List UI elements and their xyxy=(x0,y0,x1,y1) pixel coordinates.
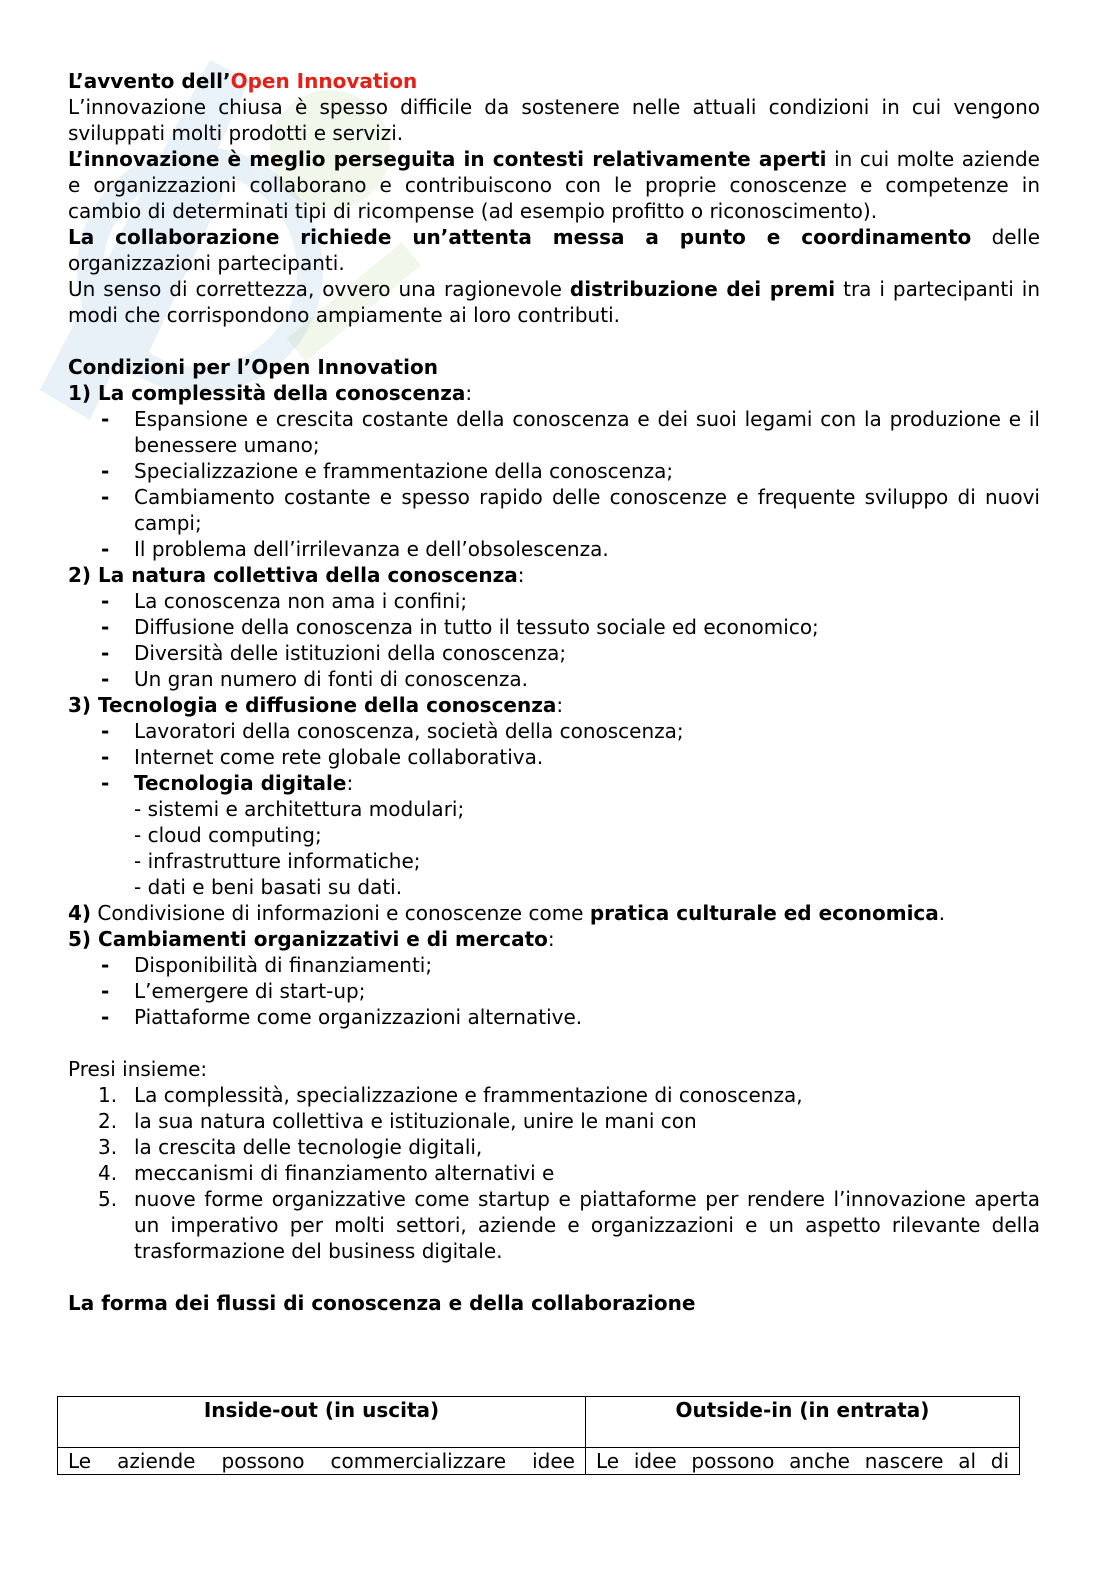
section-title-knowledge-flows: La forma dei flussi di conoscenza e della collaborazione xyxy=(68,1291,696,1315)
list-item: - Diversità delle istituzioni della conoscenza; xyxy=(134,640,1040,666)
numbered-item: 3. la crescita delle tecnologie digitali, xyxy=(98,1135,483,1159)
condition-5-list xyxy=(68,952,1040,1030)
list-item: - L’emergere di start-up; xyxy=(134,978,1040,1004)
paragraph-collaboration: La collaborazione richiede un’attenta messa a punto e coordinamento delle organizzazioni partecipanti. xyxy=(68,225,1040,275)
list-item: - Espansione e crescita costante della conoscenza e dei suoi legami con la produzione e il benessere umano; xyxy=(134,406,1040,458)
document-page xyxy=(68,68,1040,1316)
table-header-outside-in: Outside-in (in entrata) xyxy=(586,1397,1020,1448)
condition-2-list xyxy=(68,588,1040,692)
list-item: - Il problema dell’irrilevanza e dell’obsolescenza. xyxy=(134,536,1040,562)
digital-sublist xyxy=(134,796,1040,900)
sub-item: - cloud computing; xyxy=(134,823,322,847)
list-item: - La conoscenza non ama i confini; xyxy=(134,588,1040,614)
numbered-item: 1. La complessità, specializzazione e frammentazione di conoscenza, xyxy=(98,1083,803,1107)
condition-1-list xyxy=(68,406,1040,562)
sub-item: - infrastrutture informatiche; xyxy=(134,849,421,873)
table-header-row xyxy=(58,1397,1020,1448)
list-item: - Cambiamento costante e spesso rapido delle conoscenze e frequente sviluppo di nuovi campi; xyxy=(134,484,1040,536)
condition-2-heading: 2) La natura collettiva della conoscenza: xyxy=(68,563,525,587)
list-item-digital: - Tecnologia digitale: - sistemi e architettura modulari; - cloud computing; - infrastrutture informatiche; - dati e beni basati su dati. xyxy=(134,770,1040,900)
list-item: - Piattaforme come organizzazioni alternative. xyxy=(134,1004,1040,1030)
list-item: - Specializzazione e frammentazione della conoscenza; xyxy=(134,458,1040,484)
numbered-item: 4. meccanismi di finanziamento alternativi e xyxy=(98,1161,555,1185)
numbered-item: 2. la sua natura collettiva e istituzionale, unire le mani con xyxy=(98,1109,697,1133)
knowledge-flows-table xyxy=(57,1396,1020,1475)
condition-4: 4) Condivisione di informazioni e conoscenze come pratica culturale ed economica. xyxy=(68,901,946,925)
table-header-inside-out: Inside-out (in uscita) xyxy=(58,1397,586,1448)
table-cell: Le idee possono anche nascere al di xyxy=(586,1448,1020,1475)
list-item: - Un gran numero di fonti di conoscenza. xyxy=(134,666,1040,692)
summary-intro: Presi insieme: xyxy=(68,1057,208,1081)
summary-list xyxy=(68,1082,1040,1264)
list-item: - Disponibilità di finanziamenti; xyxy=(134,952,1040,978)
table-cell: Le aziende possono commercializzare idee xyxy=(58,1448,586,1475)
paragraph-closed-innovation: L’innovazione chiusa è spesso difficile da sostenere nelle attuali condizioni in cui vengono sviluppati molti prodotti e servizi. xyxy=(68,95,1040,145)
condition-3-list xyxy=(68,718,1040,900)
table-row xyxy=(58,1448,1020,1475)
numbered-item: 5. nuove forme organizzative come startup e piattaforme per rendere l’innovazione aperta un imperativo per molti settori, aziende e organizzazioni e un aspetto rilevante della trasformazione del business digitale. xyxy=(98,1187,1040,1263)
condition-1-heading: 1) La complessità della conoscenza: xyxy=(68,381,473,405)
list-item: - Diffusione della conoscenza in tutto il tessuto sociale ed economico; xyxy=(134,614,1040,640)
paragraph-fairness: Un senso di correttezza, ovvero una ragionevole distribuzione dei premi tra i partecipanti in modi che corrispondono ampiamente ai loro contributi. xyxy=(68,277,1040,327)
list-item: - Lavoratori della conoscenza, società della conoscenza; xyxy=(134,718,1040,744)
section-title-open-innovation: L’avvento dell’Open Innovation xyxy=(68,69,418,93)
sub-item: - dati e beni basati su dati. xyxy=(134,875,403,899)
section-title-conditions: Condizioni per l’Open Innovation xyxy=(68,355,438,379)
paragraph-open-contexts: L’innovazione è meglio perseguita in contesti relativamente aperti in cui molte aziende e organizzazioni collaborano e contribuiscono con le proprie conoscenze e competenze in cambio di determinati tipi di ricompense (ad esempio profitto o riconoscimento). xyxy=(68,147,1040,223)
list-item: - Internet come rete globale collaborativa. xyxy=(134,744,1040,770)
condition-3-heading: 3) Tecnologia e diffusione della conoscenza: xyxy=(68,693,564,717)
sub-item: - sistemi e architettura modulari; xyxy=(134,797,465,821)
title-highlight: Open Innovation xyxy=(230,69,418,93)
condition-5-heading: 5) Cambiamenti organizzativi e di mercato: xyxy=(68,927,555,951)
